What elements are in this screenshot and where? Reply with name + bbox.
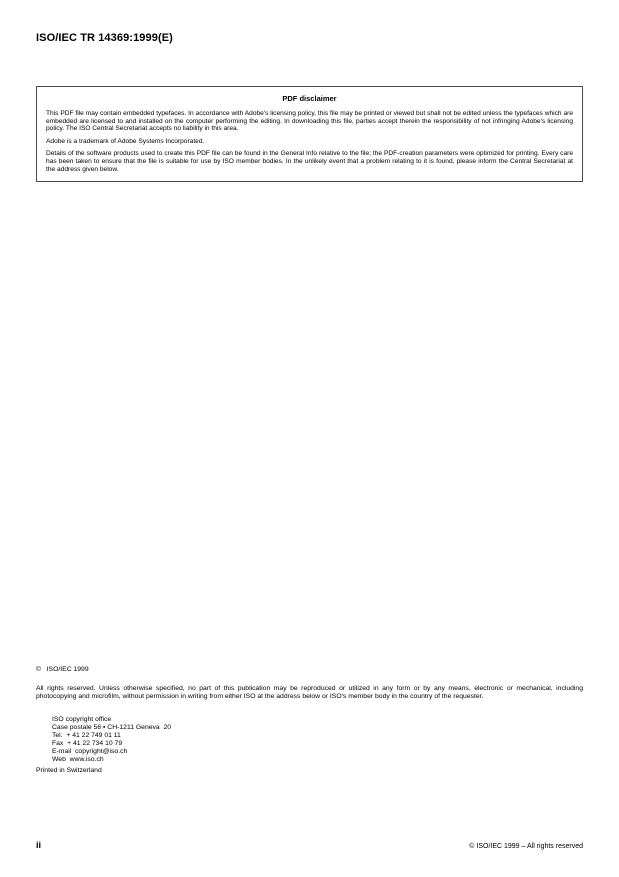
page-footer bbox=[36, 840, 583, 850]
footer-page-number: ii bbox=[36, 840, 42, 850]
disclaimer-title: PDF disclaimer bbox=[282, 94, 337, 103]
address-line-web: Web www.iso.ch bbox=[52, 755, 104, 763]
printed-in-line: Printed in Switzerland bbox=[36, 767, 102, 774]
disclaimer-paragraph-2: Adobe is a trademark of Adobe Systems Incorporated. bbox=[46, 137, 205, 145]
pdf-disclaimer-box bbox=[36, 86, 583, 182]
address-line-email: E-mail copyright@iso.ch bbox=[52, 747, 128, 755]
disclaimer-paragraph-1: This PDF file may contain embedded typefaces. In accordance with Adobe's licensing policy, this file may be printed or viewed but shall not be edited unless the typefaces which are embedded are licensed to and installed on the computer performing the editing. In downloading this file, parties accept therein the responsibility of not infringing Adobe's licensing policy. The ISO Central Secretariat accepts no liability in this area. bbox=[46, 110, 573, 133]
address-line-tel: Tel. + 41 22 749 01 11 bbox=[52, 731, 121, 739]
copyright-notice: © ISO/IEC 1999 bbox=[36, 666, 89, 673]
address-line-fax: Fax + 41 22 734 10 79 bbox=[52, 739, 123, 747]
disclaimer-paragraph-3: Details of the software products used to create this PDF file can be found in the General Info relative to the file; the PDF-creation parameters were optimized for printing. Every care has been taken to ensure that the file is suitable for use by ISO member bodies. In the unlikely event that a problem relating to it is found, please inform the Central Secretariat at the address given below. bbox=[46, 150, 573, 173]
address-line-postal: Case postale 56 ▪ CH-1211 Geneva 20 bbox=[52, 723, 172, 731]
header-doc-number: ISO/IEC TR 14369:1999(E) bbox=[36, 32, 173, 44]
rights-statement: All rights reserved. Unless otherwise specified, no part of this publication may be reproduced or utilized in any form or by any means, electronic or mechanical, including photocopying and microfilm, without permission in writing from either ISO at the address below or ISO's member body in the country of the requester. bbox=[36, 685, 583, 700]
iso-address-block bbox=[52, 716, 171, 763]
address-line-office: ISO copyright office bbox=[52, 716, 112, 723]
footer-copyright-line: © ISO/IEC 1999 – All rights reserved bbox=[469, 843, 583, 850]
